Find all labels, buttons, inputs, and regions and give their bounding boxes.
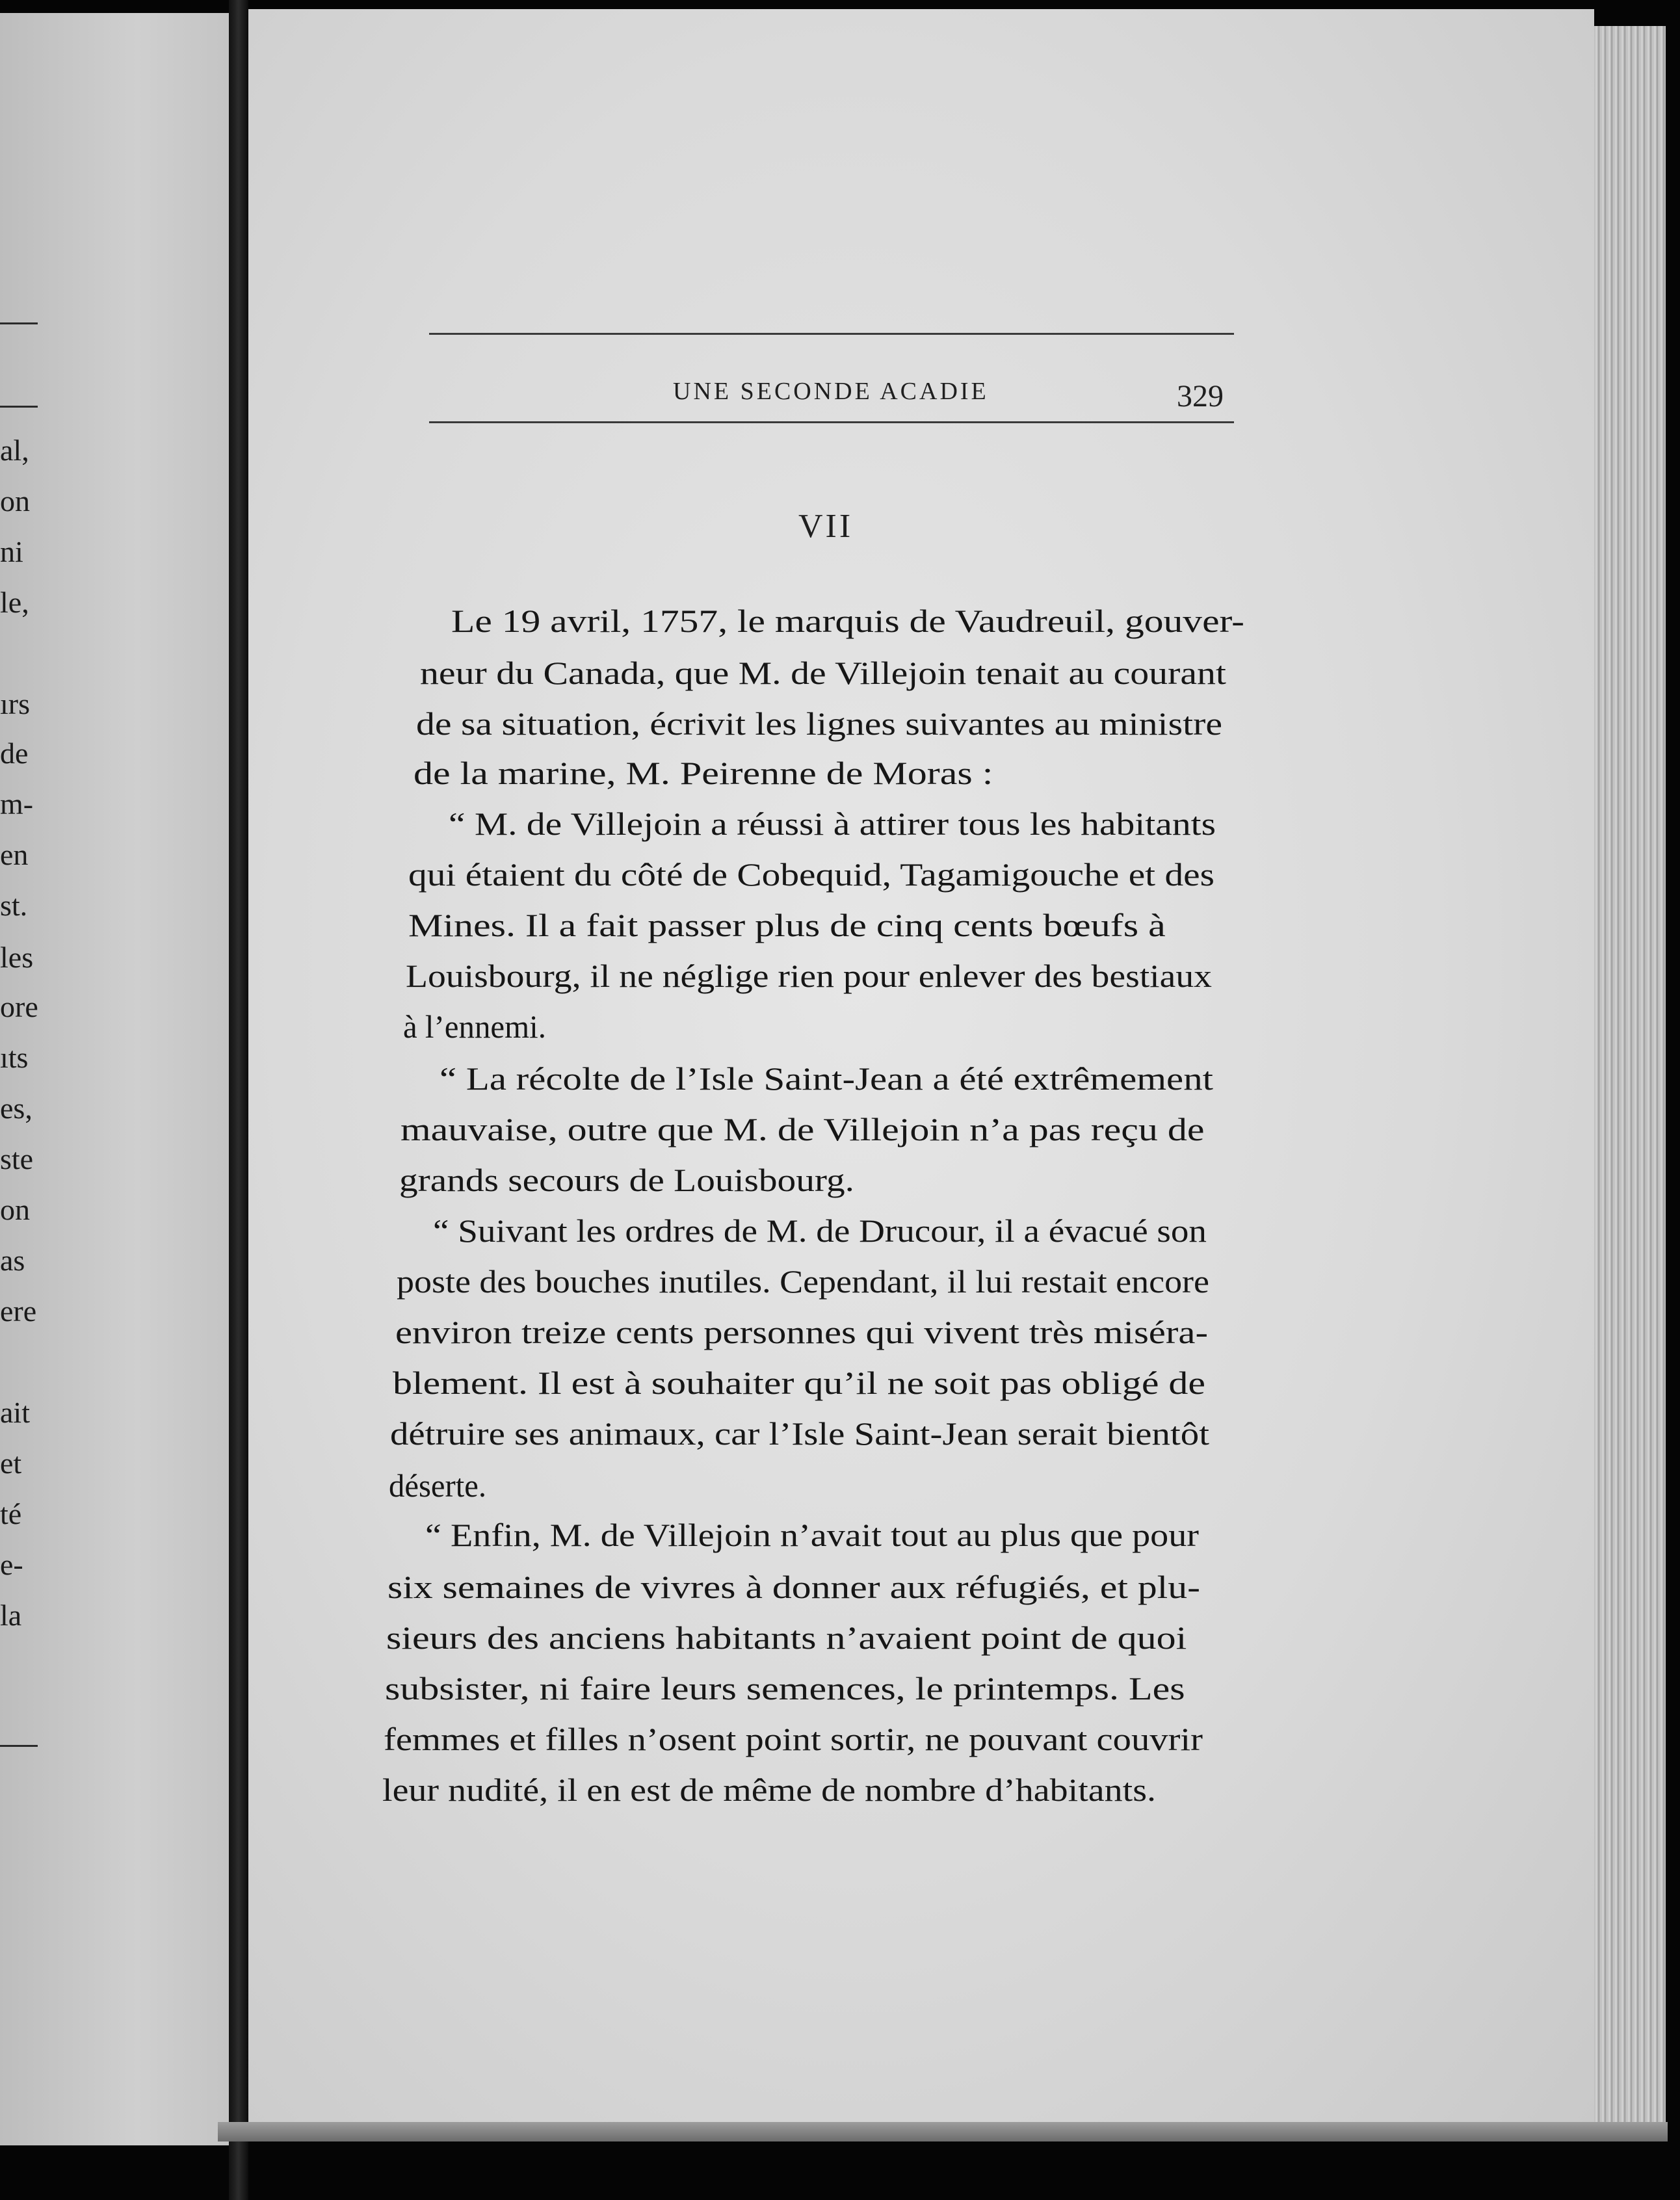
left-page-line: m- [0, 787, 34, 820]
body-line: déserte. [389, 1467, 486, 1504]
body-line: mauvaise, outre que M. de Villejoin n’a pas reçu de [400, 1111, 1205, 1147]
left-page-rule-mid [0, 406, 38, 408]
body-line: qui étaient du côté de Cobequid, Tagamigouche et des [408, 856, 1214, 893]
body-line: environ treize cents personnes qui vivent très miséra- [395, 1314, 1208, 1350]
left-page-line: té [0, 1497, 22, 1530]
left-page-line: es, [0, 1092, 33, 1125]
left-page-line: en [0, 838, 29, 871]
left-page-line: ore [0, 990, 38, 1023]
left-page-line: les [0, 941, 34, 974]
body-line: sieurs des anciens habitants n’avaient point de quoi [386, 1619, 1187, 1656]
left-page-line: le, [0, 586, 29, 619]
body-line: blement. Il est à souhaiter qu’il ne soit pas obligé de [393, 1365, 1205, 1401]
left-page-line: de [0, 737, 29, 770]
header-rule-top [429, 333, 1234, 335]
left-page-line: ıts [0, 1041, 29, 1074]
body-line: femmes et filles n’osent point sortir, ne pouvant couvrir [384, 1721, 1203, 1757]
body-line: poste des bouches inutiles. Cependant, il lui restait encore [397, 1263, 1209, 1300]
body-line: “ Suivant les ordres de M. de Drucour, il a évacué son [433, 1212, 1207, 1249]
left-page-rule-bottom [0, 1745, 38, 1747]
left-page-fragment [0, 13, 229, 2145]
left-page-line: as [0, 1244, 25, 1277]
body-line: neur du Canada, que M. de Villejoin tenait au courant [420, 655, 1227, 691]
section-title: VII [798, 508, 854, 545]
left-page-line: al, [0, 434, 29, 467]
body-line: de la marine, M. Peirenne de Moras : [413, 755, 993, 791]
left-page-line: on [0, 1193, 30, 1226]
left-page-line: et [0, 1447, 22, 1480]
body-line: six semaines de vivres à donner aux réfugiés, et plu- [387, 1569, 1200, 1605]
page-bottom-edge [218, 2122, 1668, 2141]
left-page-line: ste [0, 1142, 34, 1175]
page-number: 329 [1177, 379, 1224, 413]
left-page-line: la [0, 1599, 22, 1632]
body-line: Mines. Il a fait passer plus de cinq cents bœufs à [408, 907, 1166, 943]
body-line: de sa situation, écrivit les lignes suivantes au ministre [416, 705, 1222, 742]
running-head: UNE SECONDE ACADIE [673, 378, 989, 405]
header-rule-bottom [429, 421, 1234, 423]
body-line: à l’ennemi. [403, 1008, 546, 1045]
body-line: leur nudité, il en est de même de nombre d’habitants. [382, 1772, 1156, 1808]
page-edges [1594, 26, 1666, 2126]
left-page-line: on [0, 484, 30, 517]
body-line: détruire ses animaux, car l’Isle Saint-Jean serait bientôt [390, 1415, 1209, 1452]
book-gutter [229, 0, 248, 2200]
body-line: “ M. de Villejoin a réussi à attirer tous les habitants [449, 805, 1216, 842]
left-page-line: st. [0, 889, 28, 922]
body-line: subsister, ni faire leurs semences, le printemps. Les [385, 1670, 1185, 1707]
body-line: “ La récolte de l’Isle Saint-Jean a été extrêmement [440, 1060, 1213, 1097]
left-page-line: ni [0, 535, 23, 568]
body-line: “ Enfin, M. de Villejoin n’avait tout au plus que pour [425, 1517, 1199, 1553]
left-page-line: ere [0, 1294, 37, 1328]
body-line: Louisbourg, il ne néglige rien pour enlever des bestiaux [406, 958, 1212, 994]
left-page-line: e- [0, 1548, 23, 1581]
left-page-line: ırs [0, 687, 30, 720]
left-page-rule-top [0, 322, 38, 324]
left-page-line: ait [0, 1396, 30, 1429]
body-line: grands secours de Louisbourg. [399, 1162, 854, 1198]
body-line: Le 19 avril, 1757, le marquis de Vaudreuil, gouver- [451, 603, 1244, 639]
